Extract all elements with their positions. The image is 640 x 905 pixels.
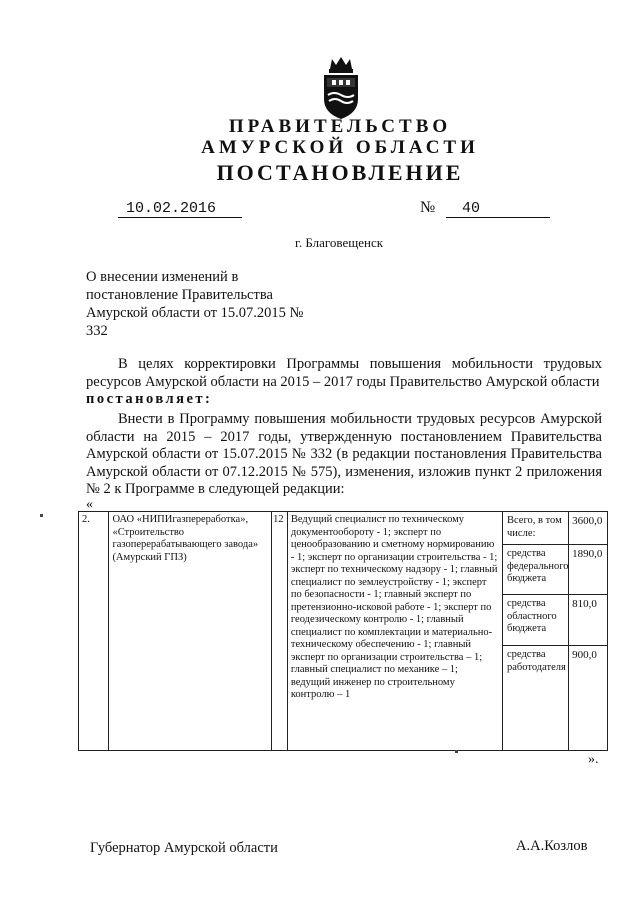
organization-cell: ОАО «НИПИгазпереработка», «Строительство газоперерабатывающего завода» (Амурский ГПЗ) xyxy=(109,512,272,751)
count-cell: 12 xyxy=(272,512,288,751)
document-type: ПОСТАНОВЛЕНИЕ xyxy=(216,160,464,185)
funding-amount-regional: 810,0 xyxy=(569,595,607,646)
funding-source-column xyxy=(503,512,569,751)
funding-source-total: Всего, в том числе: xyxy=(503,512,568,545)
program-table xyxy=(78,511,608,751)
scan-speck xyxy=(455,750,458,753)
document-date: 10.02.2016 xyxy=(118,200,242,218)
preamble-paragraph: В целях корректировки Программы повышения мобильности трудовых ресурсов Амурской области на 2015 – 2017 годы Правительство Амурской области xyxy=(86,356,602,390)
funding-amount-column xyxy=(569,512,608,751)
funding-amount-total: 3600,0 xyxy=(569,512,607,545)
city: г. Благовещенск xyxy=(295,235,384,250)
number-label: № xyxy=(420,199,436,216)
positions-cell: Ведущий специалист по техническому документообороту - 1; эксперт по ценообразованию и сметному нормированию - 1; эксперт по организации строительства - 1; эксперт по техническому надзору - 1; главный специалист по землеустройству - 1; эксперт по безопасности - 1; главный эксперт по претензионно-исковой работе - 1; эксперт по геодезическому контролю - 1; главный специалист по комплектации и материально-техническому обеспечению - 1; главный эксперт по организации строительства – 1; главный специалист по механике – 1; ведущий инженер по строительному контролю – 1 xyxy=(287,512,502,751)
org-title-line1: ПРАВИТЕЛЬСТВО xyxy=(228,116,452,137)
funding-amount-federal: 1890,0 xyxy=(569,545,607,595)
row-number: 2. xyxy=(79,512,109,751)
funding-source-regional: средства областного бюджета xyxy=(503,595,568,646)
scan-speck xyxy=(40,514,43,517)
signatory-name: А.А.Козлов xyxy=(516,838,588,854)
coat-of-arms-icon xyxy=(318,55,364,121)
table-row xyxy=(79,512,608,751)
signatory-position: Губернатор Амурской области xyxy=(90,840,278,856)
funding-amount-employer: 900,0 xyxy=(572,649,597,661)
document-subject: О внесении изменений в постановление Правительства Амурской области от 15.07.2015 № 332 xyxy=(86,269,304,339)
document-number: 40 xyxy=(446,200,550,218)
operative-paragraph: Внести в Программу повышения мобильности трудовых ресурсов Амурской области на 2015 – 2017 годы, утвержденную постановлением Правительства Амурской области от 15.07.2015 № 332 (в редакции постановления Правительства Амурской области от 07.12.2015 № 575), изменения, изложив пункт 2 приложения № 2 к Программе в следующей редакции: xyxy=(86,411,602,497)
opening-quote: « xyxy=(86,497,93,512)
funding-source-employer: средства работодателя xyxy=(507,649,566,673)
org-title-line2: АМУРСКОЙ ОБЛАСТИ xyxy=(201,137,479,158)
funding-source-federal: средства федерального бюджета xyxy=(503,545,568,595)
decrees-word: постановляет: xyxy=(86,391,213,407)
closing-quote: ». xyxy=(588,752,599,767)
